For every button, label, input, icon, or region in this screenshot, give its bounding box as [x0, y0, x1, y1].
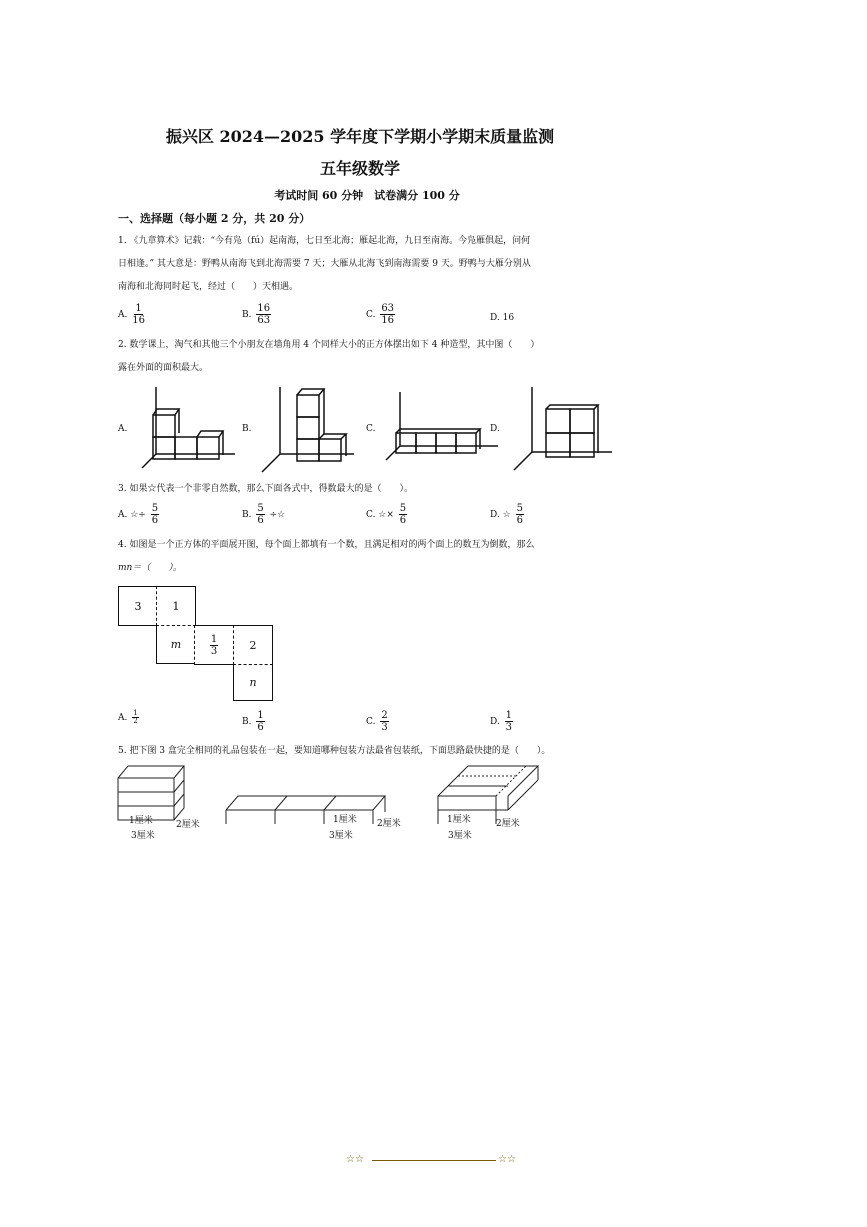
q1-b-fraction — [256, 303, 271, 326]
q4-c-label: C. — [366, 717, 376, 727]
q4-option-d — [490, 710, 515, 733]
page-footer — [346, 1154, 522, 1168]
q3-c-fraction — [399, 503, 407, 526]
net-fraction-num: 1 — [210, 633, 218, 645]
q4-b-fraction — [256, 710, 264, 733]
q4-b-num: 1 — [257, 710, 264, 721]
q1-option-a — [118, 303, 147, 326]
q4-c-den: 3 — [381, 722, 388, 733]
q4-d-fraction — [505, 710, 513, 733]
q3-b-fraction — [256, 503, 264, 526]
q1-a-den: 16 — [132, 315, 145, 326]
q3-b-label: B. — [242, 510, 252, 520]
q5-fig3-width: 1厘米 — [447, 815, 471, 825]
q3-a-pre: A. ☆÷ — [118, 510, 146, 520]
net-fraction-den: 3 — [210, 645, 218, 657]
q3-option-c — [366, 503, 409, 526]
q5-box-figures — [115, 762, 545, 824]
question-2-text — [118, 334, 618, 380]
net-face-fraction — [194, 625, 233, 665]
q3-c-pre: C. ☆× — [366, 510, 394, 520]
q4-d-den: 3 — [505, 722, 513, 733]
q4-a-label: A. — [118, 713, 128, 723]
q5-fig3-height: 2厘米 — [496, 819, 520, 829]
q2-label-b: B. — [242, 424, 252, 434]
q1-option-c — [366, 303, 397, 326]
q2-label-c: C. — [366, 424, 376, 434]
cube-net — [118, 586, 278, 702]
q4-d-num: 1 — [505, 710, 513, 721]
q4-line2: mn＝（ ）。 — [118, 563, 182, 573]
q2-label-d: D. — [490, 424, 500, 434]
exam-title: 振兴区 2024—2025 学年度下学期小学期末质量监测 — [165, 127, 555, 146]
q1-a-num: 1 — [135, 303, 142, 314]
q3-d-fraction — [516, 503, 524, 526]
q4-c-num: 2 — [381, 710, 388, 721]
question-3-text: 3. 如果☆代表一个非零自然数，那么下面各式中，得数最大的是（ ）。 — [118, 484, 413, 494]
question-5-text: 5. 把下图 3 盒完全相同的礼品包装在一起，要知道哪种包装方法最省包装纸，下面思路最快捷的是（ ）。 — [118, 746, 551, 756]
q5-fig1-width: 1厘米 — [129, 816, 153, 826]
exam-subtitle: 五年级数学 — [319, 159, 400, 178]
q3-a-den: 6 — [151, 515, 159, 526]
question-4-text — [118, 534, 618, 580]
q1-line2: 日相逢。” 其大意是：野鸭从南海飞到北海需要 7 天；大雁从北海飞到南海需要 9 天。野鸭与大雁分别从 — [118, 259, 531, 269]
exam-info: 考试时间 60 分钟 试卷满分 100 分 — [274, 189, 460, 202]
q5-figure-1 — [118, 766, 184, 820]
q1-b-den: 63 — [257, 315, 271, 326]
q1-b-label: B. — [242, 310, 252, 320]
q3-c-num: 5 — [399, 503, 407, 514]
q5-fig3-length: 3厘米 — [448, 831, 472, 841]
q3-option-a — [118, 503, 161, 526]
q3-b-num: 5 — [257, 503, 264, 514]
q2-cube-figures — [130, 384, 630, 476]
net-fraction — [210, 634, 218, 657]
q4-line1: 4. 如图是一个正方体的平面展开图，每个面上都填有一个数，且满足相对的两个面上的数互为倒数，那么 — [118, 540, 535, 550]
q2-figure-b — [262, 387, 354, 472]
q2-figure-a — [142, 387, 235, 468]
q3-option-d — [490, 503, 526, 526]
net-face-1: 1 — [156, 586, 196, 626]
net-face-m: m — [156, 625, 195, 664]
q4-option-a — [118, 710, 141, 725]
q1-c-label: C. — [366, 310, 376, 320]
q3-option-b — [242, 503, 285, 526]
q4-b-label: B. — [242, 717, 252, 727]
footer-stars-right: ☆☆ — [498, 1154, 516, 1165]
q3-c-den: 6 — [399, 515, 407, 526]
q3-d-num: 5 — [516, 503, 523, 514]
q1-option-d: D. 16 — [490, 313, 515, 323]
q2-line2: 露在外面的面积最大。 — [118, 363, 209, 373]
q1-a-fraction — [132, 303, 145, 326]
q5-fig2-length: 3厘米 — [329, 831, 353, 841]
q5-figure-2 — [226, 796, 385, 824]
section-heading: 一、选择题（每小题 2 分，共 20 分） — [118, 212, 311, 225]
q1-c-fraction — [380, 303, 395, 326]
q5-fig1-length: 3厘米 — [131, 831, 155, 841]
q3-b-den: 6 — [257, 515, 264, 526]
net-face-3: 3 — [118, 586, 157, 626]
q4-a-den: 2 — [133, 717, 138, 725]
q1-c-num: 63 — [381, 303, 395, 314]
q4-d-label: D. — [490, 717, 500, 727]
q3-b-post: ÷☆ — [269, 510, 286, 520]
q4-b-den: 6 — [257, 722, 264, 733]
q2-line1: 2. 数学课上，淘气和其他三个小朋友在墙角用 4 个同样大小的正方体摆出如下 4 种造型，其中图（ ） — [118, 340, 540, 350]
footer-stars-left: ☆☆ — [346, 1154, 364, 1165]
q3-a-fraction — [151, 503, 159, 526]
q3-d-den: 6 — [516, 515, 523, 526]
q2-figure-c — [386, 392, 498, 460]
q4-a-num: 1 — [133, 709, 138, 717]
q4-a-fraction — [132, 710, 138, 725]
question-1-text — [118, 230, 618, 299]
footer-rule — [372, 1160, 496, 1161]
q2-label-a: A. — [118, 424, 128, 434]
q3-d-pre: D. ☆ — [490, 510, 511, 520]
q1-c-den: 16 — [381, 315, 395, 326]
q1-line1: 1. 《九章算术》记载：“今有凫（fú）起南海，七日至北海；雁起北海，九日至南海。今凫雁俱起，问何 — [118, 236, 531, 246]
net-face-2: 2 — [233, 625, 273, 665]
q1-a-label: A. — [118, 310, 128, 320]
q4-option-c — [366, 710, 391, 733]
q1-line3: 南海和北海同时起飞，经过（ ）天相遇。 — [118, 282, 299, 292]
q2-figure-d — [514, 387, 612, 470]
q5-fig2-height: 2厘米 — [377, 819, 401, 829]
q1-option-b — [242, 303, 273, 326]
q4-c-fraction — [380, 710, 388, 733]
q1-b-num: 16 — [257, 303, 271, 314]
q5-fig1-height: 2厘米 — [176, 820, 200, 830]
q4-option-b — [242, 710, 267, 733]
q5-fig2-width: 1厘米 — [333, 815, 357, 825]
q3-a-num: 5 — [151, 503, 159, 514]
net-face-n: n — [233, 664, 273, 701]
